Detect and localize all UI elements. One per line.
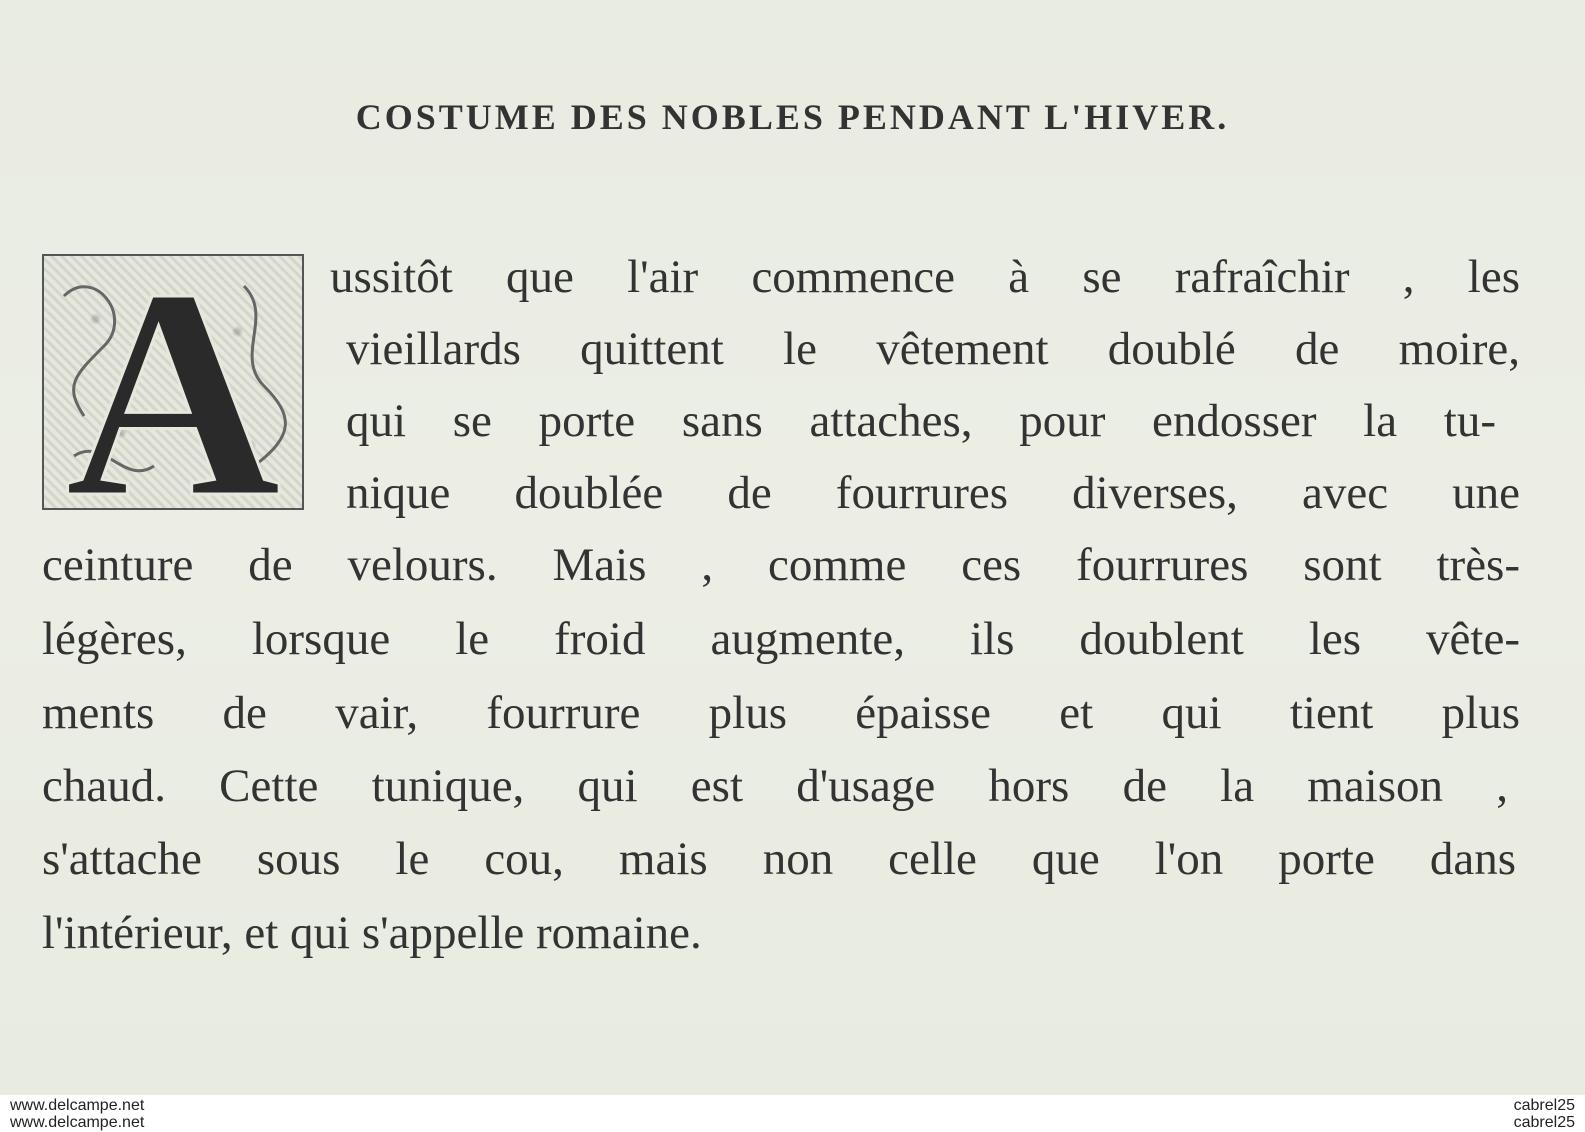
page-title: COSTUME DES NOBLES PENDANT L'HIVER. bbox=[355, 97, 1230, 137]
watermark-user-top: cabrel25 bbox=[1513, 1097, 1575, 1114]
watermark-site-bottom: www.delcampe.net bbox=[10, 1114, 145, 1131]
text-line-4: nique doublée de fourrures diverses, avec une bbox=[346, 467, 1520, 519]
dropcap-letter: A bbox=[64, 256, 282, 508]
text-line-8: chaud. Cette tunique, qui est d'usage hors de la maison , bbox=[42, 760, 1508, 812]
text-line-1: ussitôt que l'air commence à se rafraîchir , les bbox=[330, 251, 1520, 303]
text-line-7: ments de vair, fourrure plus épaisse et qui tient plus bbox=[42, 687, 1520, 739]
text-line-9: s'attache sous le cou, mais non celle que l'on porte dans bbox=[42, 833, 1516, 885]
text-line-6: légères, lorsque le froid augmente, ils doublent les vête- bbox=[42, 613, 1520, 665]
watermark-footer bbox=[0, 1095, 1585, 1132]
text-line-3: qui se porte sans attaches, pour endosser la tu- bbox=[346, 395, 1496, 447]
dropcap-ornament-icon bbox=[44, 256, 302, 508]
text-line-5: ceinture de velours. Mais , comme ces fourrures sont très- bbox=[42, 539, 1520, 591]
text-line-2: vieillards quittent le vêtement doublé de moire, bbox=[346, 323, 1520, 375]
watermark-site-top: www.delcampe.net bbox=[10, 1097, 145, 1114]
watermark-user-bottom: cabrel25 bbox=[1513, 1114, 1575, 1131]
text-line-10: l'intérieur, et qui s'appelle romaine. bbox=[42, 907, 702, 959]
ornamental-dropcap bbox=[42, 254, 304, 510]
